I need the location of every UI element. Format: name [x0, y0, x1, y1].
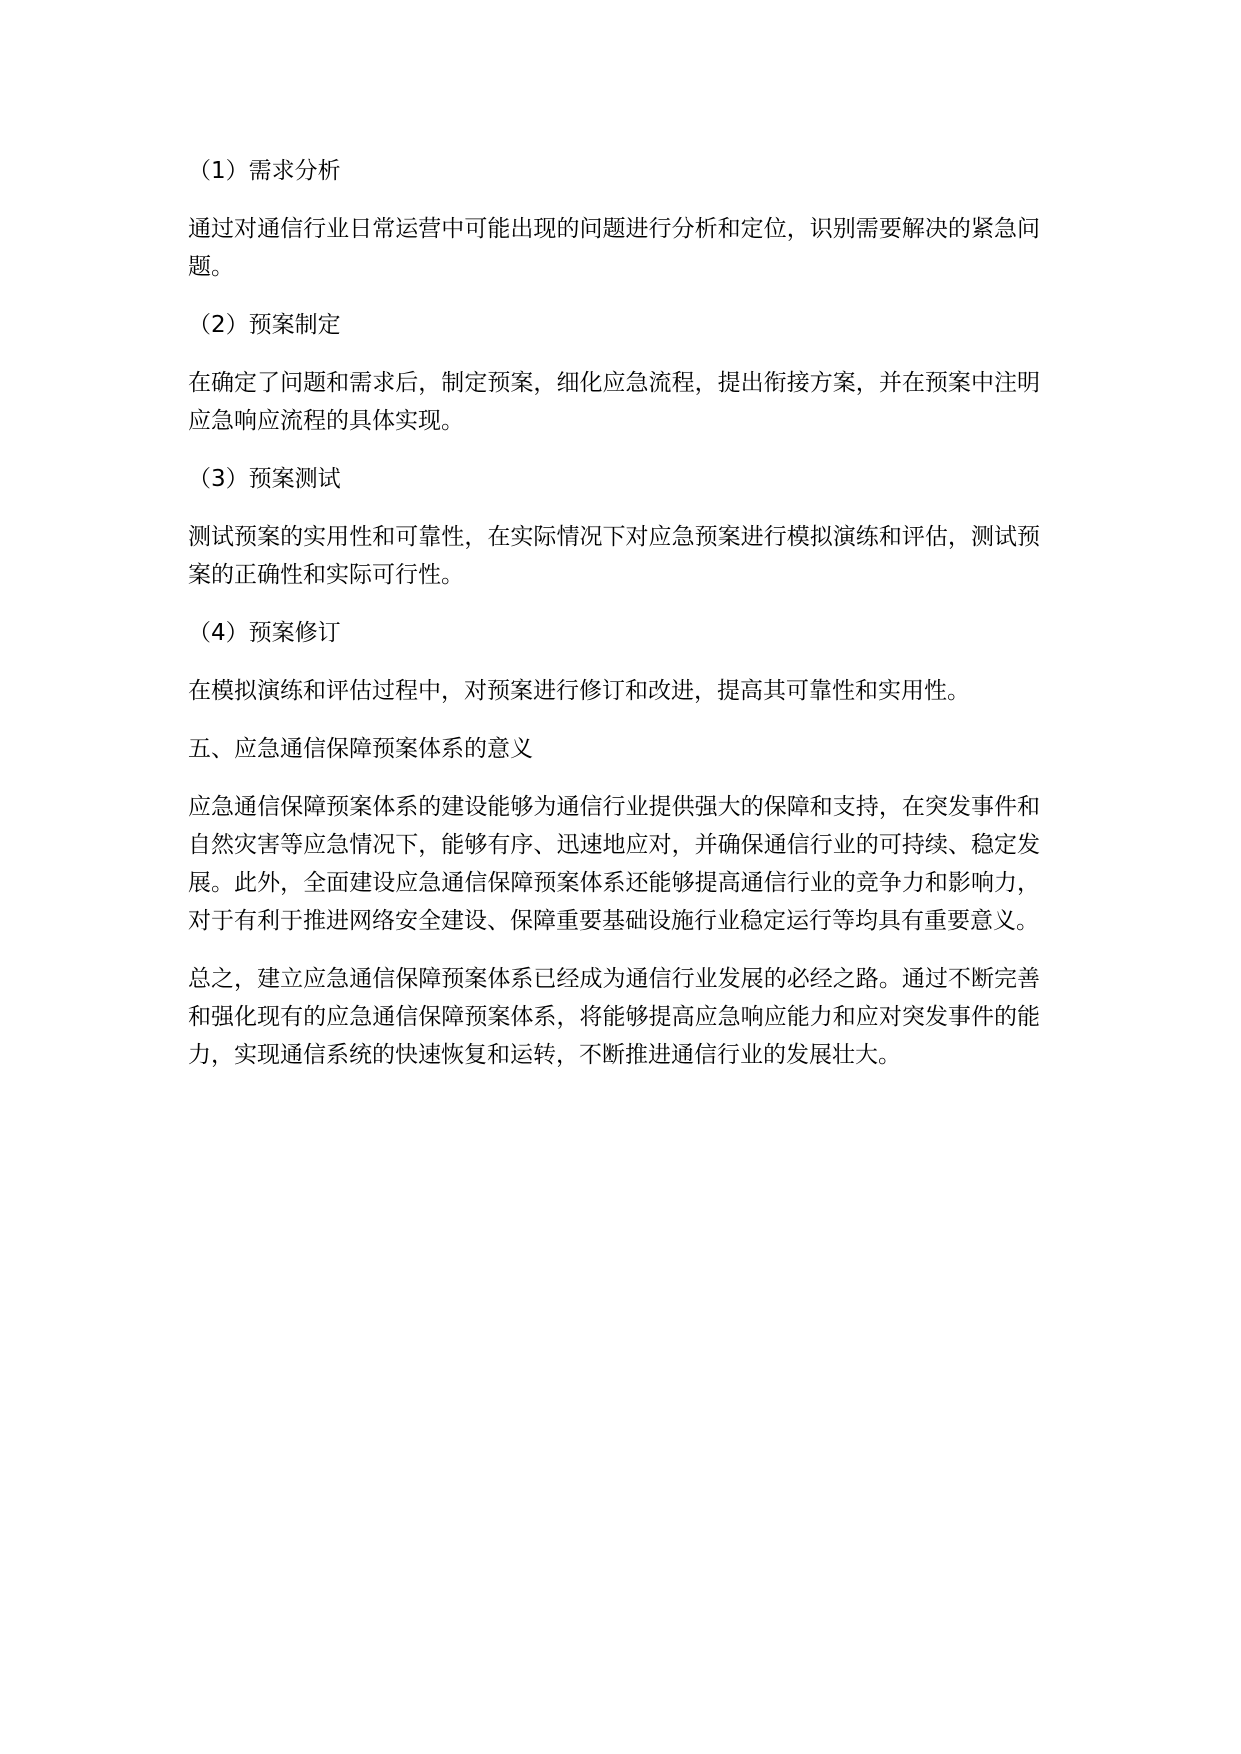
section-heading-demand-analysis: （1）需求分析 — [188, 158, 341, 184]
paragraph-significance: 应急通信保障预案体系的建设能够为通信行业提供强大的保障和支持，在突发事件和自然灾害等应急情况下，能够有序、迅速地应对，并确保通信行业的可持续、稳定发展。此外，全面建设应急通信保障预案体系还能够提高通信行业的竞争力和影响力，对于有利于推进网络安全建设、保障重要基础设施行业稳定运行等均具有重要意义。 — [188, 794, 1040, 934]
document-page — [188, 152, 1040, 1094]
paragraph-conclusion: 总之，建立应急通信保障预案体系已经成为通信行业发展的必经之路。通过不断完善和强化现有的应急通信保障预案体系，将能够提高应急响应能力和应对突发事件的能力，实现通信系统的快速恢复和运转，不断推进通信行业的发展壮大。 — [188, 966, 1040, 1068]
paragraph-plan-testing: 测试预案的实用性和可靠性，在实际情况下对应急预案进行模拟演练和评估，测试预案的正确性和实际可行性。 — [188, 524, 1040, 588]
paragraph-plan-formulation: 在确定了问题和需求后，制定预案，细化应急流程，提出衔接方案，并在预案中注明应急响应流程的具体实现。 — [188, 370, 1040, 434]
section-heading-plan-testing: （3）预案测试 — [188, 466, 341, 492]
paragraph-plan-revision: 在模拟演练和评估过程中，对预案进行修订和改进，提高其可靠性和实用性。 — [188, 678, 970, 704]
section-heading-significance: 五、应急通信保障预案体系的意义 — [188, 736, 533, 762]
paragraph-demand-analysis: 通过对通信行业日常运营中可能出现的问题进行分析和定位，识别需要解决的紧急问题。 — [188, 216, 1040, 280]
section-heading-plan-revision: （4）预案修订 — [188, 620, 341, 646]
section-heading-plan-formulation: （2）预案制定 — [188, 312, 341, 338]
